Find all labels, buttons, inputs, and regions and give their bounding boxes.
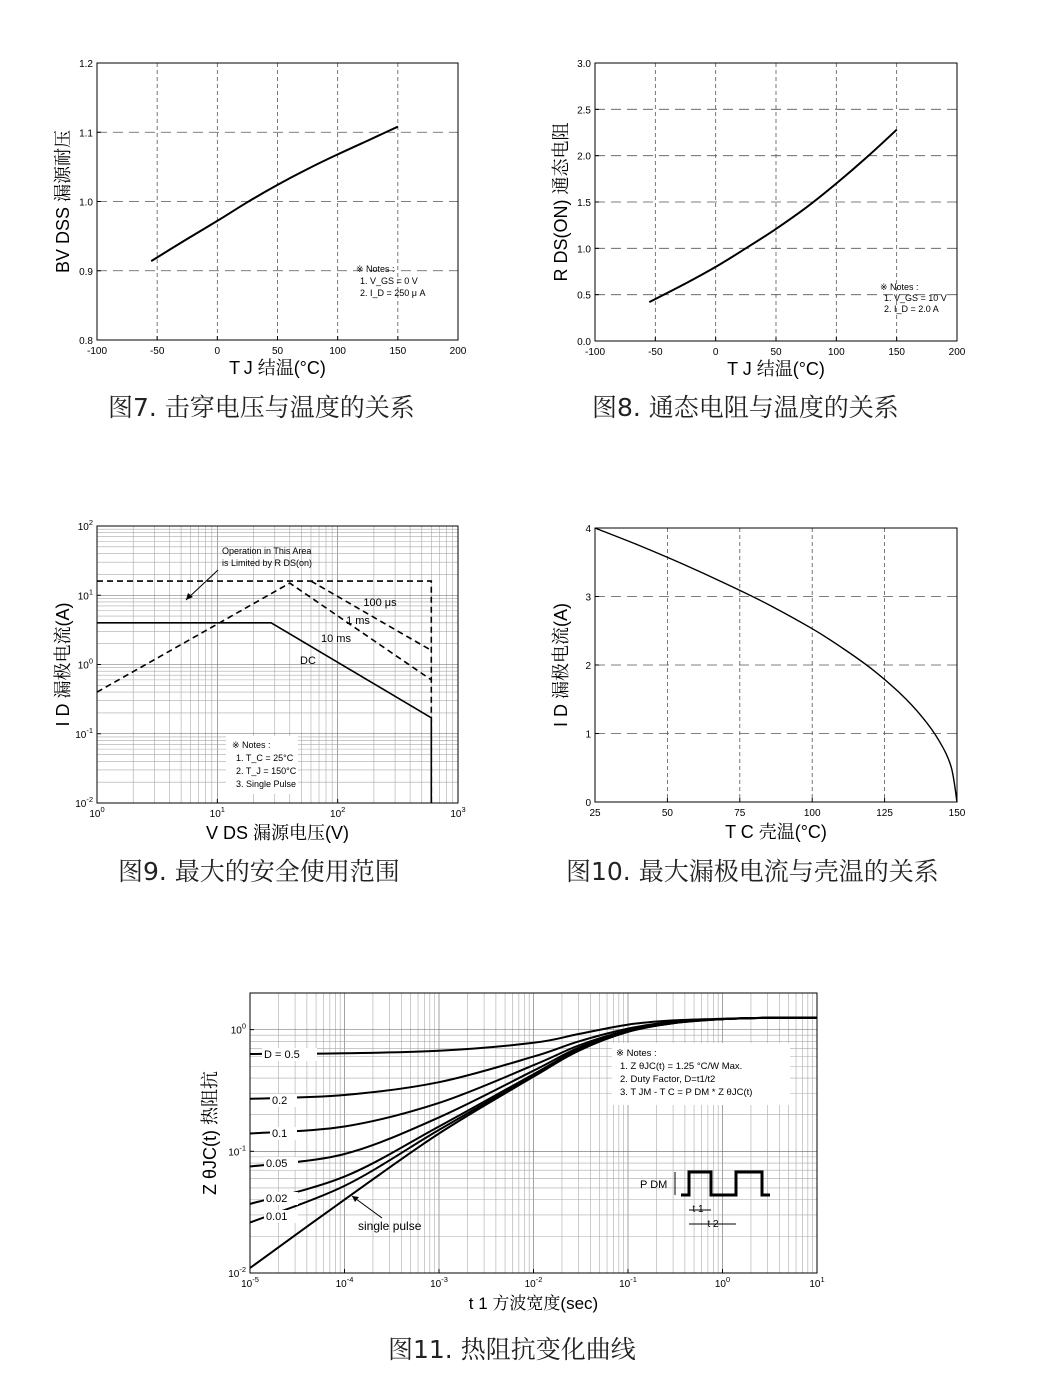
fig7-ytick-label: 0.9 xyxy=(79,266,93,278)
fig7-xtick-label: -50 xyxy=(149,346,165,357)
fig8-ytick-label: 2.5 xyxy=(577,105,591,117)
fig9-ytick-label: $10^1$ xyxy=(77,587,93,603)
fig7-caption: 图7. 击穿电压与温度的关系 xyxy=(108,393,415,422)
fig9-ytick-label: $10^2$ xyxy=(77,518,93,533)
fig8-xtick-label: 150 xyxy=(888,347,906,358)
fig9-note-line: 1. T_C = 25°C xyxy=(236,753,294,763)
fig8-ytick-label: 3.0 xyxy=(577,59,591,70)
fig9-series-label: 1 ms xyxy=(346,615,370,627)
fig9-xtick-label: $10^0$ xyxy=(89,805,105,820)
fig8-ytick-label: 0.0 xyxy=(577,337,591,348)
fig11-series-label: 0.02 xyxy=(266,1193,288,1205)
fig8-chart xyxy=(551,59,966,379)
fig11-ytick-label: $10^{-2}$ xyxy=(228,1265,246,1280)
fig10-chart xyxy=(550,524,966,842)
fig11-xtick-label: $10^{-1}$ xyxy=(619,1275,637,1290)
fig10-x-axis-title: T C 壳温(°C) xyxy=(725,822,827,842)
fig9-xtick-label: $10^1$ xyxy=(209,805,225,820)
fig7-xtick-label: 200 xyxy=(449,346,467,357)
fig7-note-line: 2. I_D = 250 μ A xyxy=(360,288,426,298)
fig7-y-axis-title: BV DSS 漏源耐压 xyxy=(53,129,73,274)
fig8-note-line: ※ Notes : xyxy=(880,282,919,292)
fig9-series-label: 10 ms xyxy=(321,633,351,645)
fig7-x-axis-title: T J 结温(°C) xyxy=(229,358,326,378)
fig11-single-pulse-arrowhead xyxy=(352,1196,359,1202)
fig11-xtick-label: $10^{-5}$ xyxy=(241,1275,259,1290)
fig7-xtick-label: 50 xyxy=(271,346,284,357)
fig9-limit-annotation: Operation in This Area xyxy=(222,546,312,556)
pulse-pdm-label: P DM xyxy=(640,1179,668,1191)
fig8-ytick-label: 1.0 xyxy=(577,244,591,256)
fig11-ytick-label: $10^0$ xyxy=(230,1021,246,1037)
fig10-xtick-label: 100 xyxy=(803,808,821,819)
fig7-xtick-label: 150 xyxy=(389,346,407,357)
fig11-note-line: 2. Duty Factor, D=t1/t2 xyxy=(620,1074,716,1085)
fig9-ytick-label: $10^0$ xyxy=(77,656,93,672)
fig11-series-label: D = 0.5 xyxy=(264,1049,300,1061)
fig7-xtick-label: 100 xyxy=(329,346,347,357)
fig9-y-axis-title: I D 漏极电流(A) xyxy=(53,602,73,727)
fig9-ytick-label: $10^{-2}$ xyxy=(75,795,93,810)
fig7-ytick-label: 1.0 xyxy=(79,197,93,209)
fig7-note-line: ※ Notes : xyxy=(356,264,395,274)
fig9-note-line: ※ Notes : xyxy=(232,740,271,750)
fig9-ytick-label: $10^{-1}$ xyxy=(75,725,93,741)
fig7-xtick-label: -100 xyxy=(86,346,108,357)
fig8-xtick-label: 50 xyxy=(770,347,782,358)
fig10-ytick-label: 3 xyxy=(585,592,591,604)
fig9-note-line: 2. T_J = 150°C xyxy=(236,766,297,776)
fig10-xtick-label: 150 xyxy=(948,808,966,819)
fig11-y-axis-title: Z θJC(t) 热阻抗 xyxy=(200,1071,220,1195)
fig10-xtick-label: 125 xyxy=(876,808,893,819)
fig9-x-axis-title: V DS 漏源电压(V) xyxy=(205,823,350,843)
fig9-xtick-label: $10^2$ xyxy=(330,805,346,820)
fig9-caption: 图9. 最大的安全使用范围 xyxy=(118,857,400,886)
fig11-x-axis-title: t 1 方波宽度(sec) xyxy=(468,1294,599,1313)
fig11-xtick-label: $10^{-3}$ xyxy=(430,1275,448,1290)
fig8-xtick-label: 100 xyxy=(827,347,845,358)
fig10-ytick-label: 2 xyxy=(585,661,591,672)
fig11-pulse-diagram xyxy=(640,1172,770,1230)
fig11-xtick-label: $10^1$ xyxy=(809,1275,825,1290)
fig10-xtick-label: 25 xyxy=(589,808,601,819)
fig11-chart xyxy=(200,993,825,1313)
fig8-ytick-label: 1.5 xyxy=(577,198,591,209)
fig7-ytick-label: 1.2 xyxy=(79,59,93,70)
pulse-t1-label: t 1 xyxy=(692,1204,704,1215)
fig11-series-label: 0.05 xyxy=(266,1158,288,1170)
fig9-limit-annotation: is Limited by R DS(on) xyxy=(222,558,313,568)
fig10-caption: 图10. 最大漏极电流与壳温的关系 xyxy=(566,857,939,886)
fig9-series-label: DC xyxy=(300,655,316,667)
fig10-ytick-label: 1 xyxy=(585,729,591,741)
fig11-note-line: 3. T JM - T C = P DM * Z θJC(t) xyxy=(620,1087,753,1098)
fig8-y-axis-title: R DS(ON) 通态电阻 xyxy=(551,122,571,282)
fig7-xtick-label: 0 xyxy=(214,346,221,357)
fig8-x-axis-title: T J 结温(°C) xyxy=(727,359,825,379)
fig11-ytick-label: $10^{-1}$ xyxy=(228,1143,246,1159)
fig11-series-label: 0.1 xyxy=(272,1128,288,1140)
fig11-xtick-label: $10^{-2}$ xyxy=(524,1275,543,1290)
fig10-y-axis-title: I D 漏极电流(A) xyxy=(551,603,571,727)
fig11-note-line: ※ Notes : xyxy=(616,1048,657,1059)
fig10-xtick-label: 50 xyxy=(661,808,673,819)
fig11-series-label: 0.2 xyxy=(272,1095,288,1107)
fig10-ytick-label: 0 xyxy=(585,798,591,809)
fig8-ytick-label: 2.0 xyxy=(577,151,591,163)
fig10-ytick-label: 4 xyxy=(585,524,591,535)
fig8-xtick-label: -50 xyxy=(648,347,663,358)
fig11-note-line: 1. Z θJC(t) = 1.25 °C/W Max. xyxy=(620,1061,743,1072)
fig7-ytick-label: 0.8 xyxy=(79,336,93,347)
fig8-xtick-label: -100 xyxy=(584,347,606,358)
fig10-xtick-label: 75 xyxy=(734,808,746,819)
fig11-series-label: 0.01 xyxy=(266,1211,288,1223)
fig11-single-pulse-label: single pulse xyxy=(358,1219,422,1233)
fig7-chart xyxy=(53,59,467,378)
fig8-ytick-label: 0.5 xyxy=(577,290,591,302)
fig11-xtick-label: $10^0$ xyxy=(714,1275,731,1290)
fig8-xtick-label: 200 xyxy=(948,347,966,358)
fig11-xtick-label: $10^{-4}$ xyxy=(335,1275,354,1290)
fig8-caption: 图8. 通态电阻与温度的关系 xyxy=(592,393,899,422)
fig8-note-line: 2. I_D = 2.0 A xyxy=(884,304,939,314)
fig8-note-line: 1. V_GS = 10 V xyxy=(884,293,947,303)
fig11-caption: 图11. 热阻抗变化曲线 xyxy=(388,1335,636,1364)
fig7-series-line xyxy=(151,127,398,261)
fig9-series-label: 100 μs xyxy=(363,597,397,609)
fig7-note-line: 1. V_GS = 0 V xyxy=(360,276,418,286)
fig7-ytick-label: 1.1 xyxy=(79,128,93,140)
fig9-note-line: 3. Single Pulse xyxy=(236,779,297,789)
fig8-xtick-label: 0 xyxy=(712,347,719,358)
pulse-t2-label: t 2 xyxy=(707,1219,719,1230)
fig9-chart xyxy=(52,518,466,843)
fig9-xtick-label: $10^3$ xyxy=(450,805,466,820)
